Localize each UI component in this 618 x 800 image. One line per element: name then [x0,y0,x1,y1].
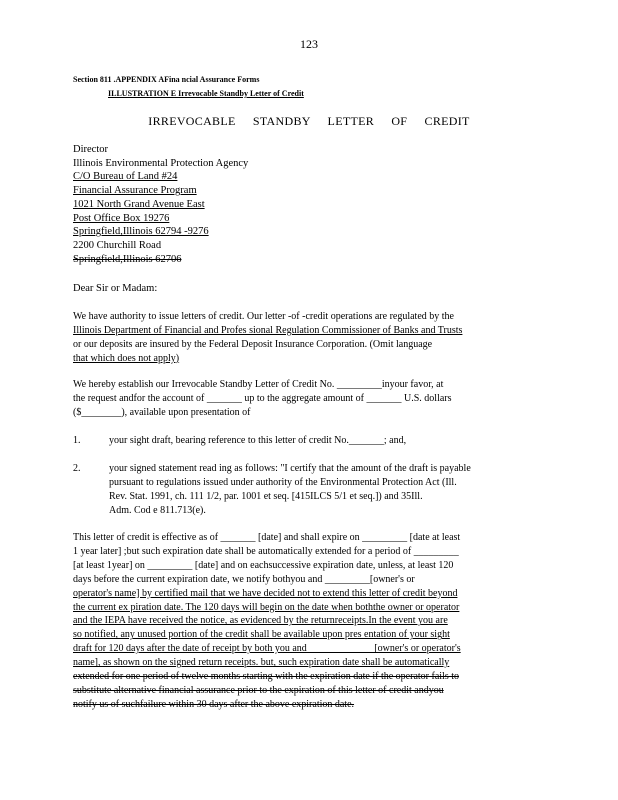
address-block [73,143,248,266]
address-line: Illinois Environmental Protection Agency [73,157,249,169]
paragraph-line: 1 year later] ;but such expiration date shall be automatically extended for a period of _________ [73,545,459,557]
paragraph-line: We hereby establish our Irrevocable Standby Letter of Credit No. _________inyour favor, at [73,379,444,390]
section-header-line-1: Section 811 .APPENDIX AFina ncial Assurance Forms [73,75,260,84]
paragraph-line: or our deposits are insured by the Federal Deposit Insurance Corporation. (Omit language [73,338,433,350]
address-line: C/O Bureau of Land #24 [73,171,178,183]
paragraph-establish [73,378,543,420]
paragraph-line: ($________), available upon presentation of [73,406,251,418]
address-line: Springfield,Illinois 62794 -9276 [73,226,209,238]
address-line: Financial Assurance Program [73,185,197,197]
paragraph-line: the current ex piration date. The 120 days will begin on the date when boththe owner or operator [73,601,460,613]
document-title: IRREVOCABLE STANDBY LETTER OF CREDIT [148,114,470,128]
paragraph-line: that which does not apply) [73,352,180,364]
paragraph-line-struck: notify us of suchfailure within 30 days after the above expiration date. [73,698,355,710]
address-line: Director [73,144,108,155]
address-line-struck: Springfield,Illinois 62706 [73,253,182,265]
list-item-line: your signed statement read ing as follows: "I certify that the amount of the draft is payable [109,463,471,474]
list-item-line: your sight draft, bearing reference to this letter of credit No._______; and, [109,435,407,446]
paragraph-line: operator's name] by certified mail that we have decided not to extend this letter of credit beyond [73,587,458,599]
paragraph-line: This letter of credit is effective as of _______ [date] and shall expire on _________ [date at least [73,532,461,543]
paragraph-line: the request andfor the account of _______ up to the aggregate amount of _______ U.S. dollars [73,392,452,404]
paragraph-line-struck: substitute alternative financial assurance prior to the expiration of this letter of credit andyou [73,684,444,696]
address-line: Post Office Box 19276 [73,212,170,224]
list-item-line: pursuant to regulations issued under authority of the Environmental Protection Act (Ill. [109,476,457,488]
address-line: 1021 North Grand Avenue East [73,198,205,210]
list-item-line: Rev. Stat. 1991, ch. 111 1/2, par. 1001 et seq. [415ILCS 5/1 et seq.]) and 35Ill. [109,490,423,502]
paragraph-line: Illinois Department of Financial and Profes sional Regulation Commissioner of Banks and Trusts [73,324,463,336]
paragraph-line: and the IEPA have received the notice, as evidenced by the returnreceipts.In the event you are [73,615,448,627]
salutation: Dear Sir or Madam: [73,283,158,294]
paragraph-authority [73,310,543,366]
paragraph-line: [at least 1year] on _________ [date] and on eachsuccessive expiration date, unless, at least 120 [73,559,454,571]
paragraph-line: so notified, any unused portion of the credit shall be available upon pres entation of your sight [73,629,450,641]
paragraph-line: We have authority to issue letters of credit. Our letter -of -credit operations are regulated by the [73,311,454,322]
paragraph-line: name], as shown on the signed return receipts. but, such expiration date shall be automatically [73,657,450,669]
page-number: 123 [300,37,318,51]
paragraph-effective-dates [73,531,543,712]
list-item-line: Adm. Cod e 811.713(e). [109,504,206,516]
list-item-number: 2. [73,463,81,474]
section-header-line-2: ILLUSTRATION E Irrevocable Standby Letter of Credit [108,89,304,98]
paragraph-line: days before the current expiration date, we notify bothyou and _________[owner's or [73,573,415,585]
list-item-number: 1. [73,435,81,446]
address-line: 2200 Churchill Road [73,239,162,251]
paragraph-line-struck: extended for one period of twelve months starting with the expiration date if the operator fails to [73,671,459,683]
paragraph-line: draft for 120 days after the date of receipt by both you and _____________[owner's or operator's [73,643,461,655]
